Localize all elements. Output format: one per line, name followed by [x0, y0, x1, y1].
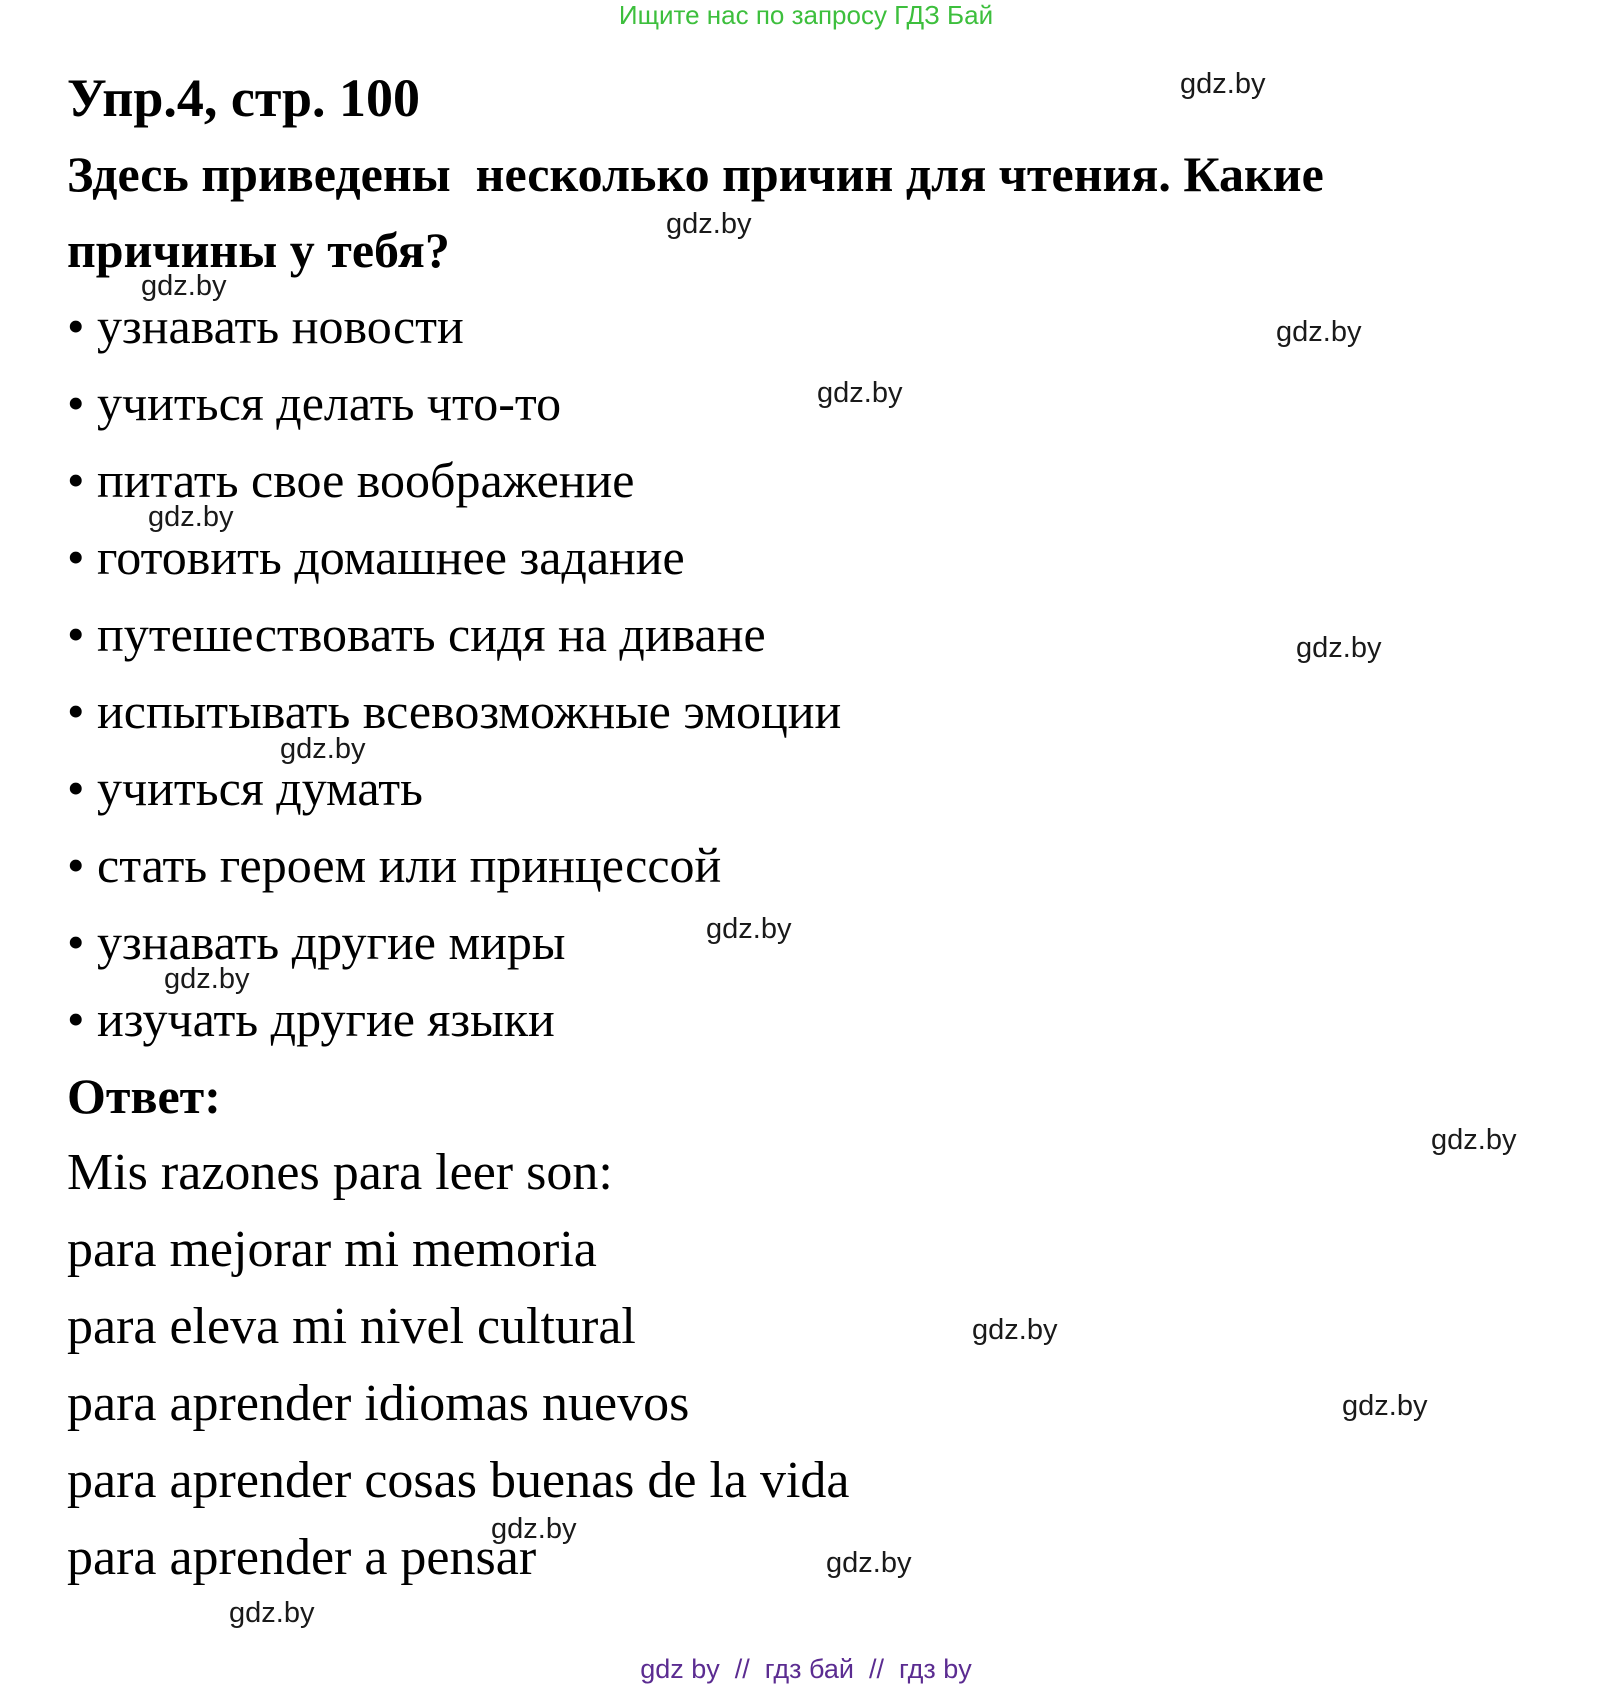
footer-links[interactable]: gdz by // гдз бай // гдз by: [640, 1654, 972, 1684]
watermark: gdz.by: [1276, 316, 1362, 348]
watermark: gdz.by: [280, 733, 366, 765]
watermark: gdz.by: [1342, 1390, 1428, 1422]
answer-line: para mejorar mi memoria: [67, 1221, 597, 1278]
list-item: • узнавать другие миры: [67, 914, 566, 970]
task-line-2: причины у тебя?: [67, 222, 450, 278]
answer-heading: Ответ:: [67, 1068, 221, 1124]
watermark: gdz.by: [148, 501, 234, 533]
document-body: [67, 60, 1567, 1596]
watermark: gdz.by: [972, 1314, 1058, 1346]
list-item: • учиться думать: [67, 760, 423, 816]
list-item: • узнавать новости: [67, 298, 464, 354]
answer-line: para aprender a pensar: [67, 1529, 537, 1586]
task-text: [67, 136, 1567, 288]
answer-line: para eleva mi nivel cultural: [67, 1298, 636, 1355]
list-item: • путешествовать сидя на диване: [67, 606, 766, 662]
list-item: • испытывать всевозможные эмоции: [67, 683, 842, 739]
watermark: gdz.by: [491, 1513, 577, 1545]
list-item: • питать свое воображение: [67, 452, 635, 508]
exercise-title: Упр.4, стр. 100: [67, 68, 421, 128]
watermark: gdz.by: [1296, 632, 1382, 664]
list-item: • готовить домашнее задание: [67, 529, 685, 585]
watermark: gdz.by: [666, 208, 752, 240]
answer-line: para aprender cosas buenas de la vida: [67, 1452, 850, 1509]
task-line-1: Здесь приведены несколько причин для чтения. Какие: [67, 146, 1324, 202]
watermark: gdz.by: [1180, 68, 1266, 100]
top-search-hint[interactable]: Ищите нас по запросу ГДЗ Бай: [618, 0, 994, 30]
watermark: gdz.by: [141, 270, 227, 302]
watermark: gdz.by: [817, 377, 903, 409]
answer-block: [67, 1134, 1567, 1596]
list-item: • изучать другие языки: [67, 991, 555, 1047]
watermark: gdz.by: [164, 963, 250, 995]
list-item: • учиться делать что-то: [67, 375, 562, 431]
answer-line: para aprender idiomas nuevos: [67, 1375, 690, 1432]
list-item: • стать героем или принцессой: [67, 837, 722, 893]
watermark: gdz.by: [229, 1597, 315, 1629]
watermark: gdz.by: [1431, 1124, 1517, 1156]
watermark: gdz.by: [826, 1547, 912, 1579]
watermark: gdz.by: [706, 913, 792, 945]
answer-line: Mis razones para leer son:: [67, 1144, 613, 1201]
